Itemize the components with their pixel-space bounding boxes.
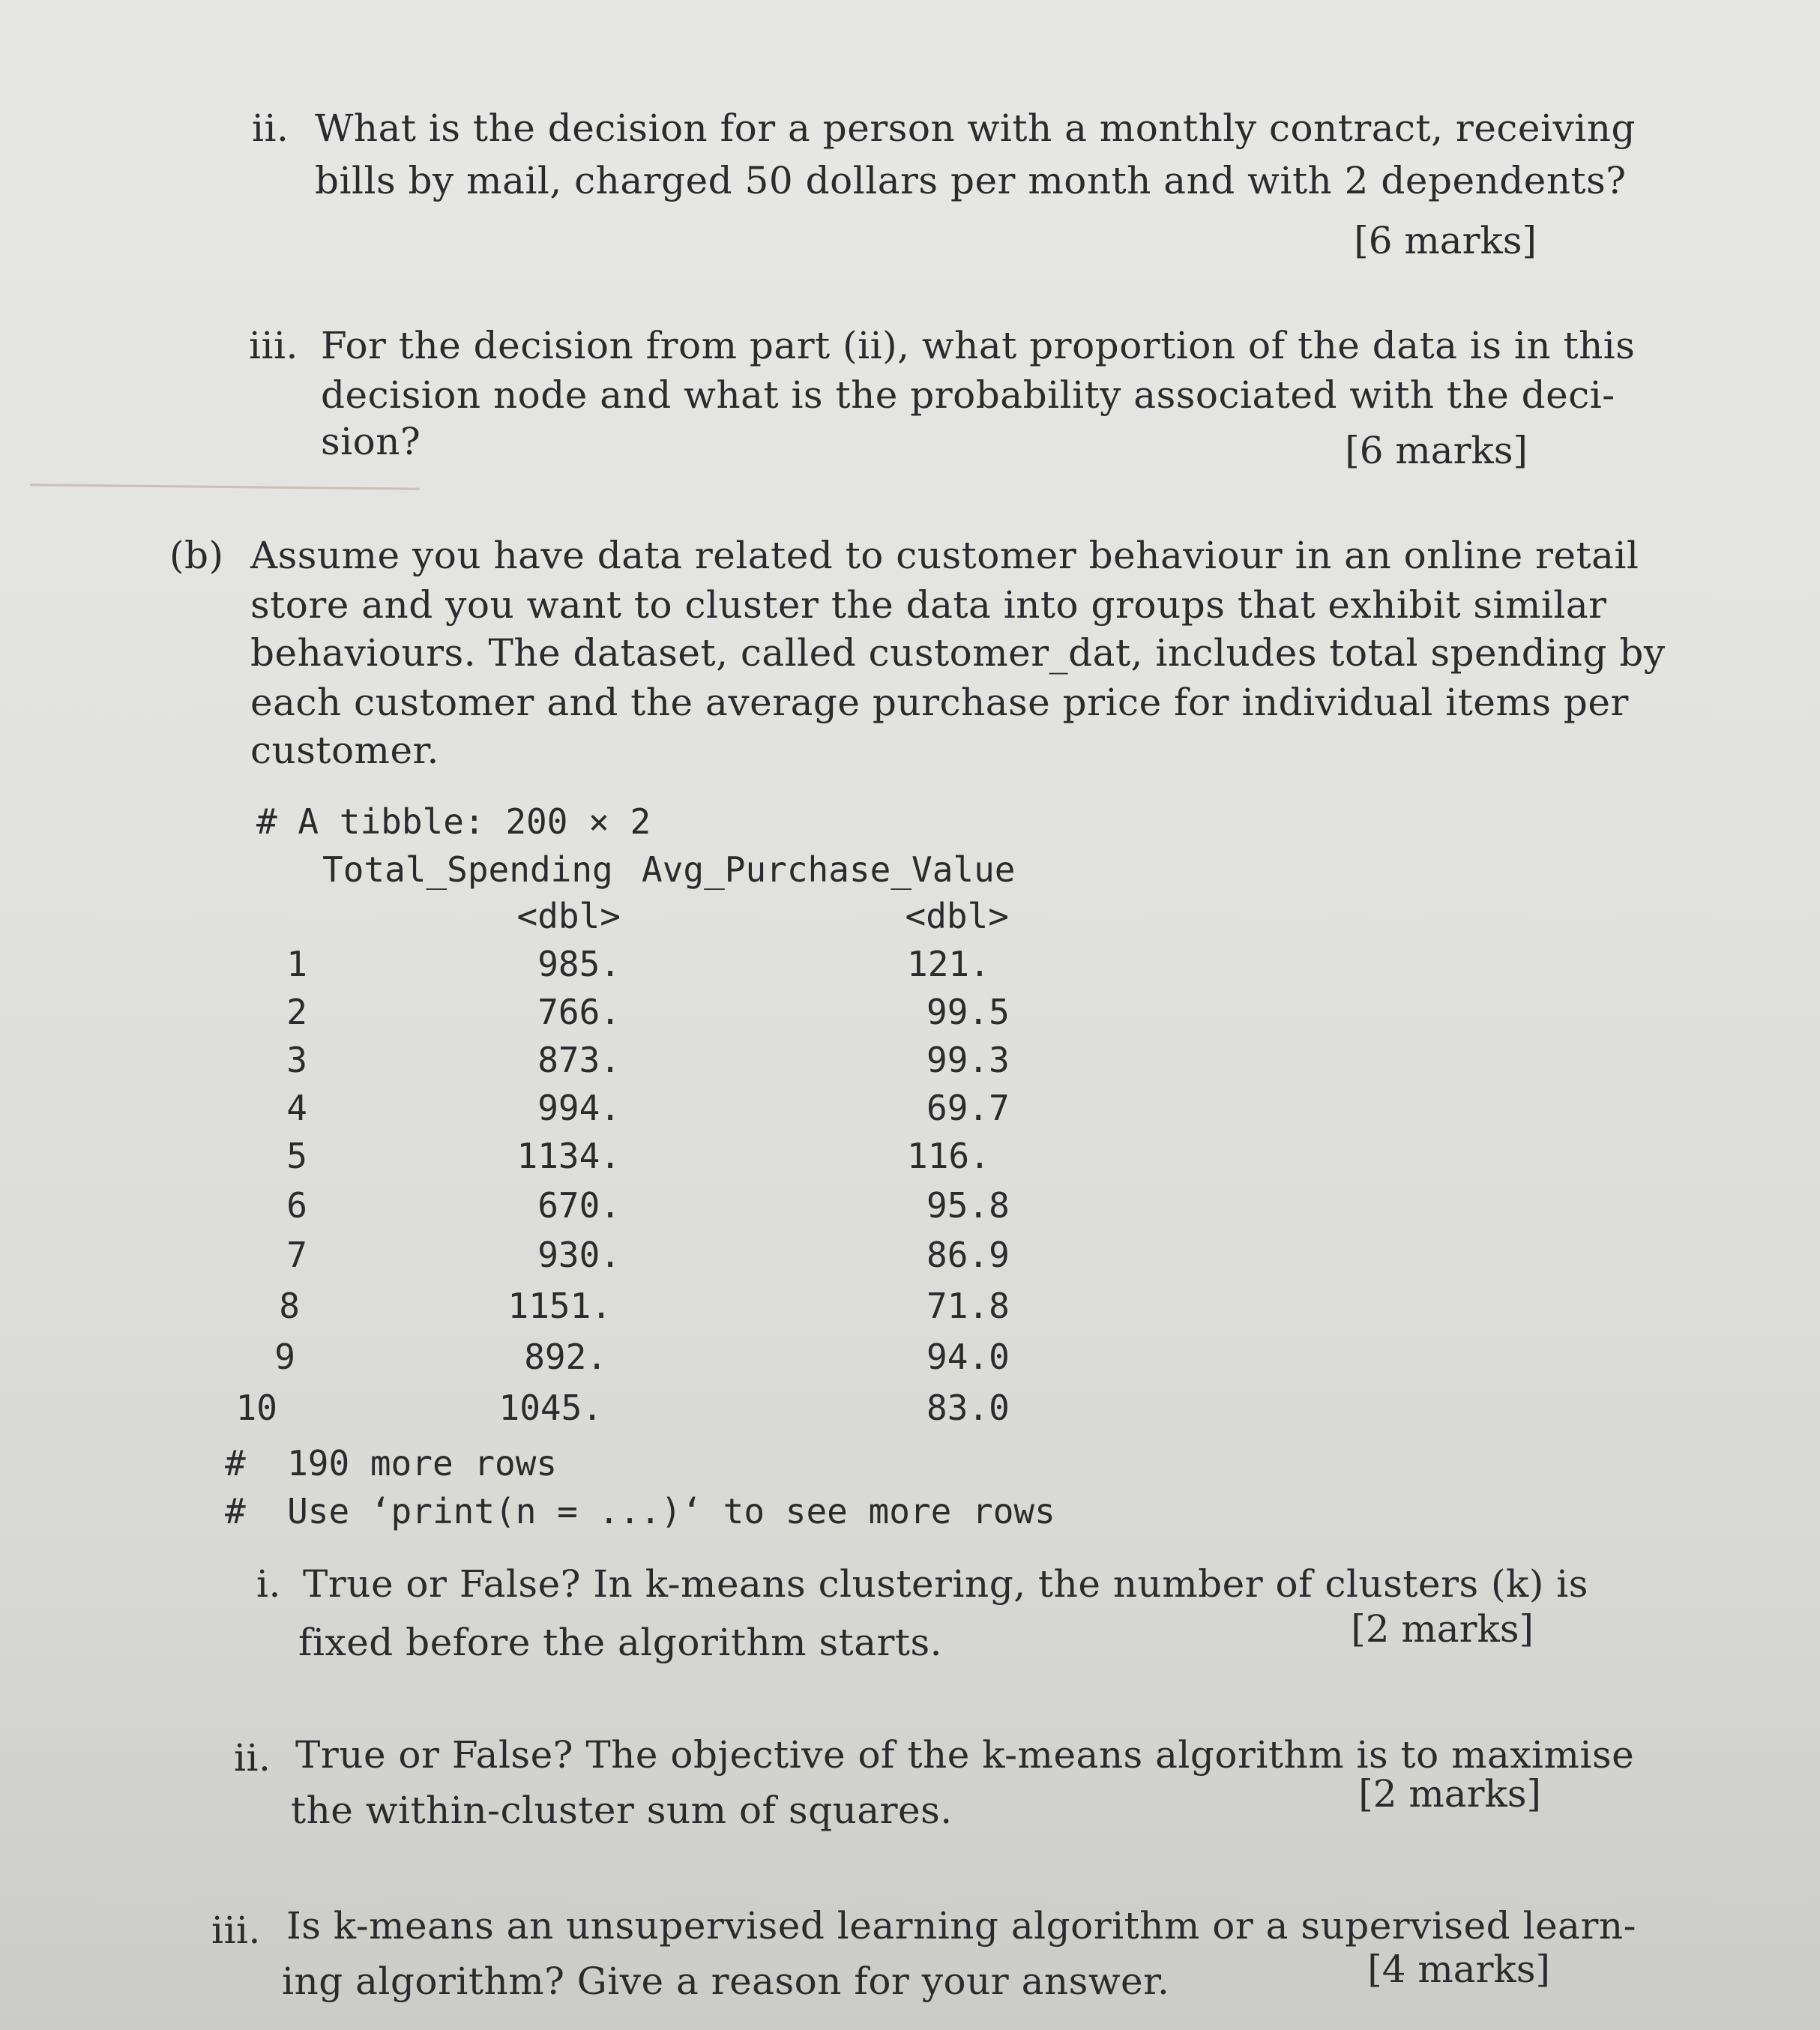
- pencil-mark: [30, 484, 420, 490]
- tibble-column-total-spending: Total_Spending: [322, 849, 613, 890]
- question-b-ii-line-1: True or False? The objective of the k-means algorithm is to maximise: [295, 1733, 1635, 1777]
- tibble-footer-print-hint: # Use ‘print(n = ...)‘ to see more rows: [225, 1491, 1055, 1531]
- part-b-line-5: customer.: [250, 729, 439, 772]
- tibble-row-index: 7: [286, 1235, 307, 1275]
- tibble-row-index: 1: [286, 944, 307, 984]
- tibble-cell-total: 985.: [537, 944, 621, 984]
- part-b-line-2: store and you want to cluster the data into groups that exhibit similar: [250, 583, 1607, 627]
- tibble-cell-avg: 121.: [907, 944, 990, 984]
- part-b-line-1: Assume you have data related to customer behaviour in an online retail: [250, 534, 1639, 577]
- question-a-iii-marks: [6 marks]: [1345, 429, 1528, 472]
- tibble-cell-avg: 94.0: [926, 1337, 1010, 1377]
- tibble-cell-total: 892.: [524, 1337, 607, 1377]
- tibble-cell-total: 994.: [537, 1088, 621, 1128]
- question-b-iii-marks: [4 marks]: [1367, 1948, 1550, 1991]
- tibble-row-index: 10: [235, 1388, 277, 1428]
- question-a-iii-number: iii.: [249, 324, 298, 367]
- question-a-ii-number: ii.: [252, 106, 289, 150]
- tibble-row-index: 6: [286, 1185, 307, 1226]
- tibble-row-index: 3: [286, 1040, 307, 1080]
- tibble-cell-total: 670.: [537, 1185, 621, 1226]
- tibble-cell-avg: 99.3: [926, 1040, 1010, 1080]
- question-b-iii-number: iii.: [211, 1909, 261, 1952]
- question-a-ii-marks: [6 marks]: [1354, 219, 1537, 262]
- tibble-cell-avg: 86.9: [926, 1235, 1010, 1275]
- tibble-cell-avg: 83.0: [926, 1388, 1010, 1428]
- tibble-cell-total: 766.: [537, 992, 621, 1032]
- question-b-i-line-2: fixed before the algorithm starts.: [298, 1621, 943, 1664]
- tibble-footer-more-rows: # 190 more rows: [225, 1443, 558, 1484]
- question-b-iii-line-2: ing algorithm? Give a reason for your answer.: [282, 1960, 1170, 2003]
- question-b-i-number: i.: [256, 1562, 281, 1606]
- tibble-cell-avg: 69.7: [926, 1088, 1010, 1128]
- tibble-row-index: 2: [286, 992, 307, 1032]
- tibble-cell-total: 1151.: [507, 1286, 612, 1326]
- question-a-ii-line-2: bills by mail, charged 50 dollars per month and with 2 dependents?: [315, 159, 1627, 202]
- question-b-ii-line-2: the within-cluster sum of squares.: [291, 1789, 953, 1832]
- question-b-ii-number: ii.: [234, 1736, 271, 1780]
- tibble-cell-total: 1045.: [498, 1388, 603, 1428]
- question-b-i-line-1: True or False? In k-means clustering, the number of clusters (k) is: [303, 1562, 1588, 1606]
- question-a-iii-line-3: sion?: [321, 420, 421, 463]
- tibble-header: # A tibble: 200 × 2: [256, 801, 651, 842]
- tibble-cell-avg: 71.8: [926, 1286, 1010, 1326]
- part-b-line-4: each customer and the average purchase price for individual items per: [250, 681, 1629, 724]
- question-b-iii-line-1: Is k-means an unsupervised learning algorithm or a supervised learn-: [286, 1904, 1636, 1948]
- question-b-ii-marks: [2 marks]: [1358, 1772, 1541, 1816]
- tibble-type-total: <dbl>: [516, 896, 621, 936]
- tibble-cell-avg: 99.5: [926, 992, 1010, 1032]
- question-a-iii-line-1: For the decision from part (ii), what proportion of the data is in this: [321, 324, 1636, 367]
- tibble-row-index: 4: [286, 1088, 307, 1128]
- tibble-row-index: 9: [274, 1337, 295, 1377]
- tibble-column-avg-purchase-value: Avg_Purchase_Value: [642, 849, 1016, 890]
- part-b-line-3: behaviours. The dataset, called customer_dat, includes total spending by: [250, 631, 1666, 675]
- part-b-label: (b): [169, 534, 224, 577]
- tibble-cell-total: 873.: [537, 1040, 621, 1080]
- tibble-type-avg: <dbl>: [905, 896, 1009, 936]
- tibble-cell-total: 1134.: [516, 1136, 621, 1176]
- tibble-row-index: 5: [286, 1136, 307, 1176]
- question-b-i-marks: [2 marks]: [1351, 1607, 1534, 1651]
- tibble-cell-avg: 95.8: [926, 1185, 1010, 1226]
- question-a-iii-line-2: decision node and what is the probability associated with the deci-: [321, 373, 1615, 417]
- tibble-cell-total: 930.: [537, 1235, 621, 1275]
- question-a-ii-line-1: What is the decision for a person with a monthly contract, receiving: [315, 106, 1636, 150]
- tibble-cell-avg: 116.: [907, 1136, 990, 1176]
- tibble-row-index: 8: [279, 1286, 300, 1326]
